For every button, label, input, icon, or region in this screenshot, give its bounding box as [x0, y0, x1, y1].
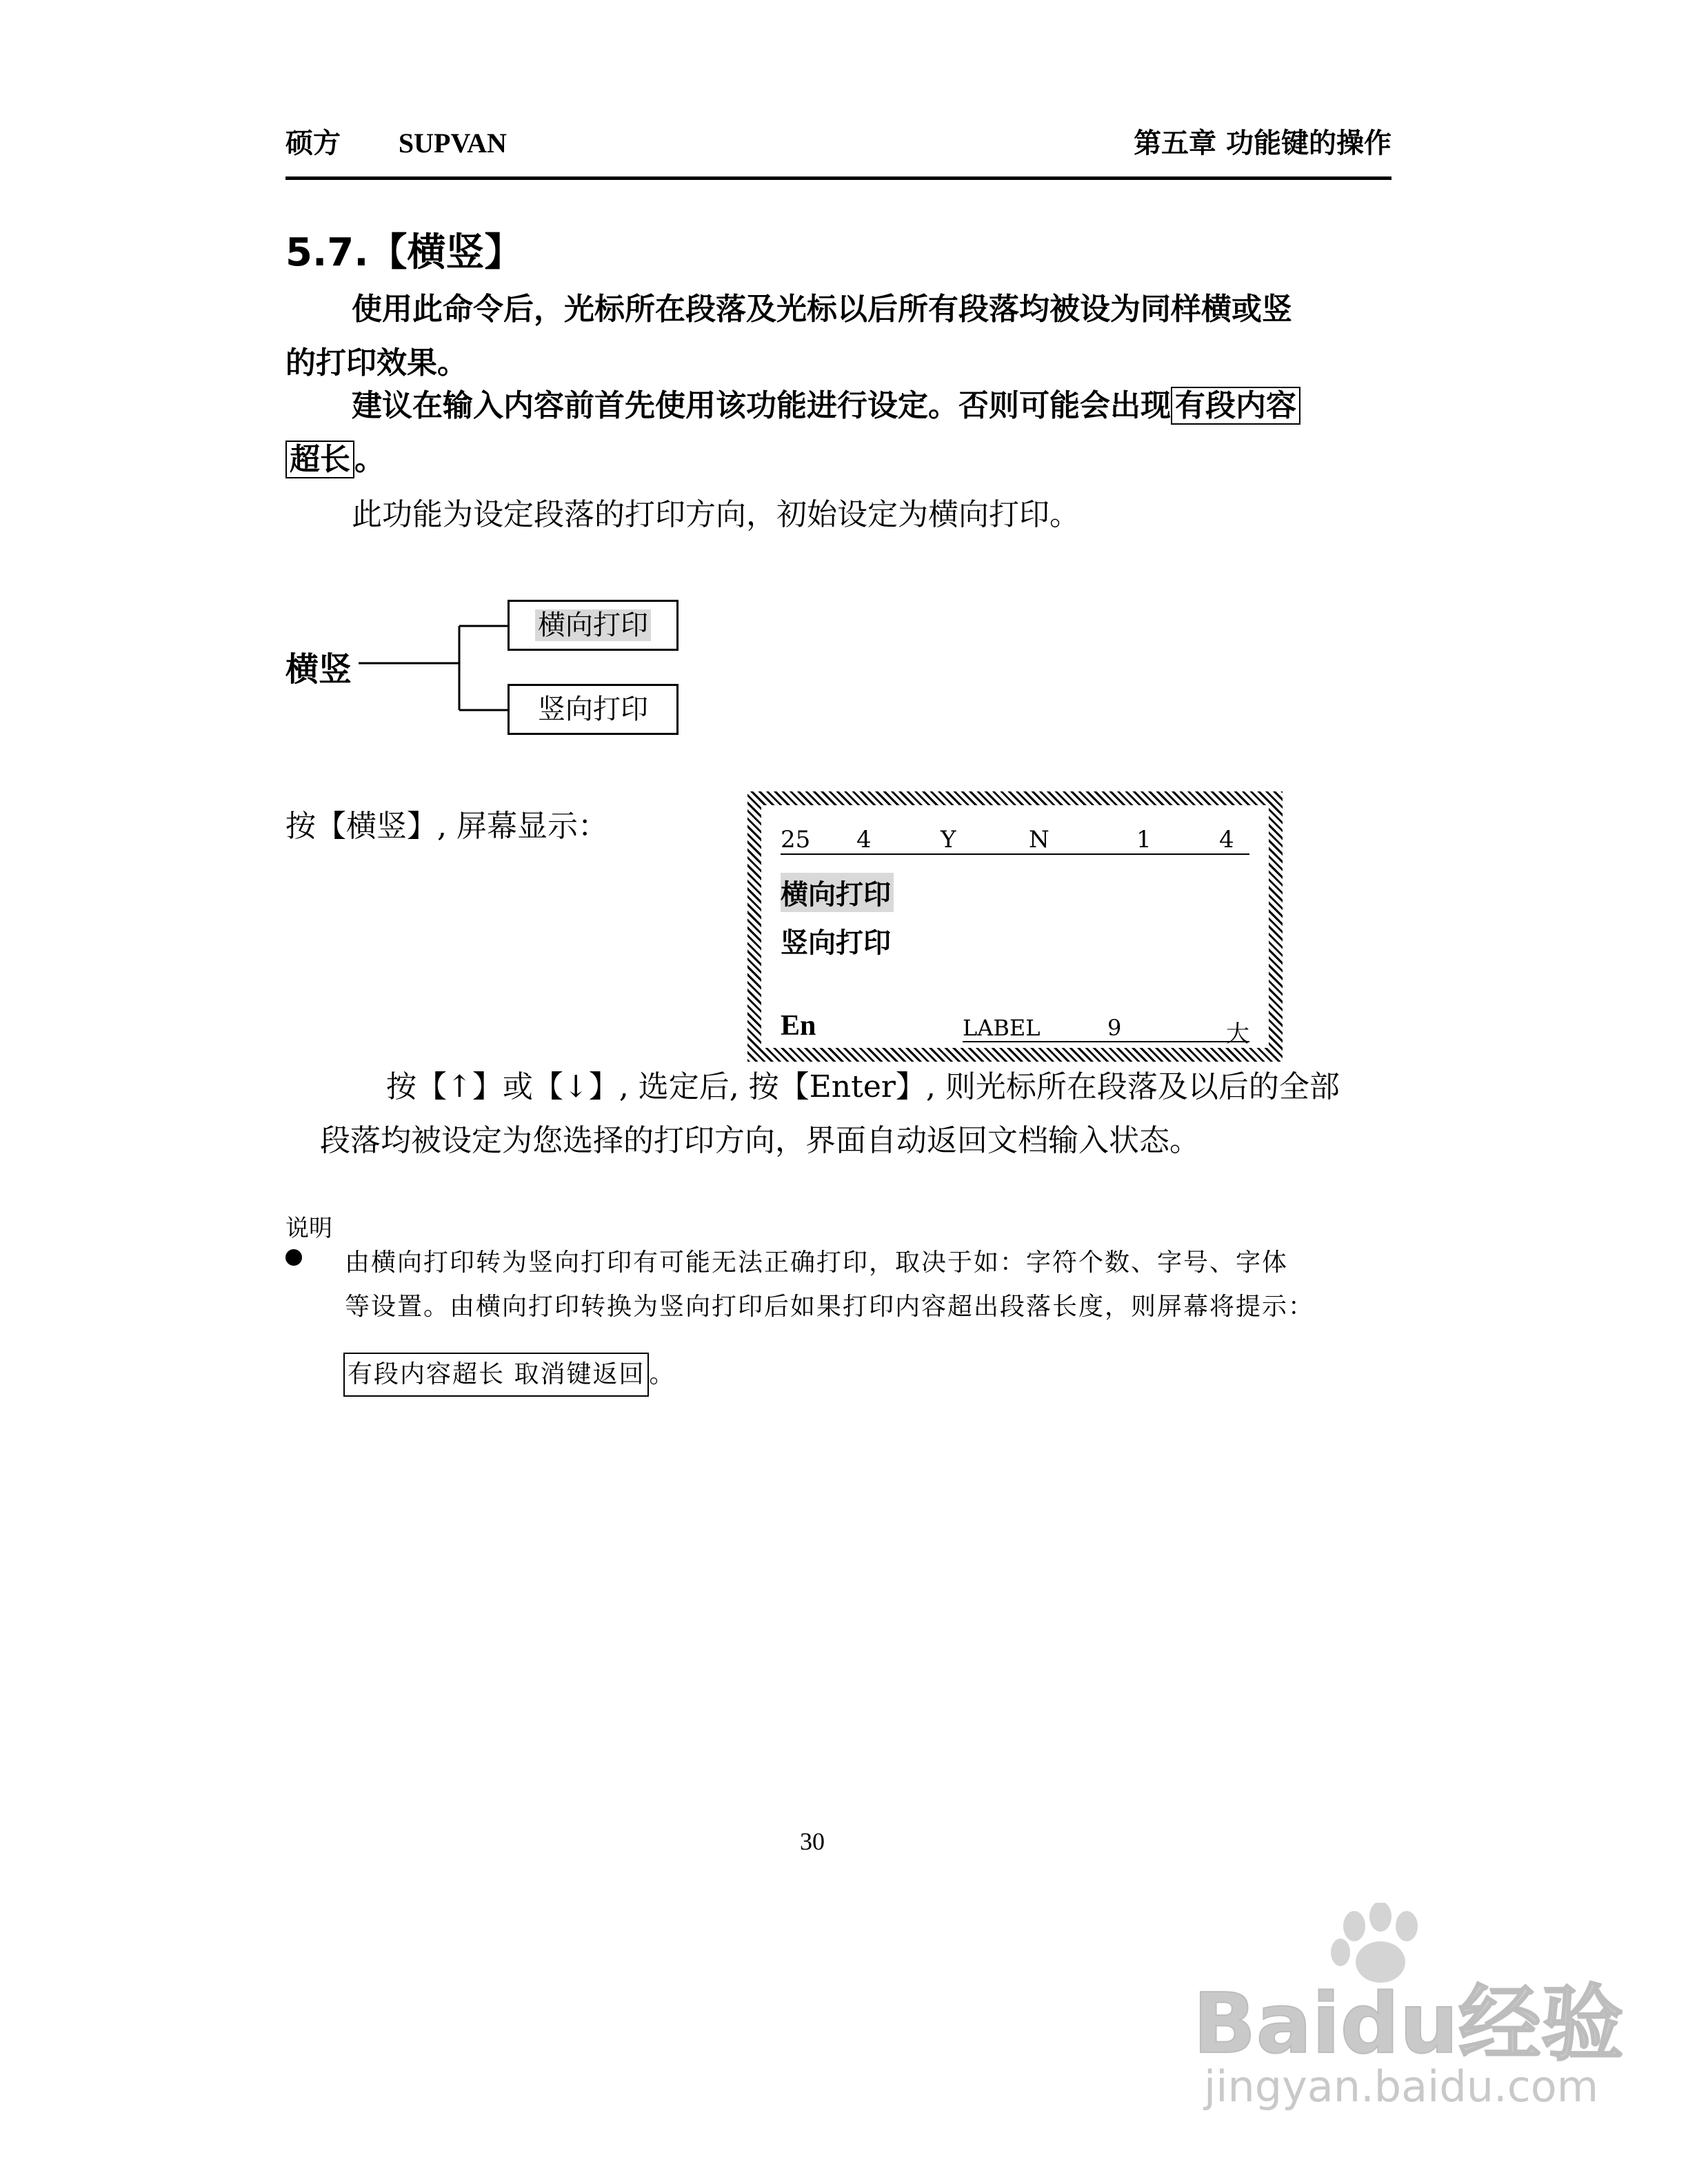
paragraph-1-line-1: 使用此命令后，光标所在段落及光标以后所有段落均被设为同样横或竖 [352, 292, 1292, 327]
instruction [320, 1060, 1396, 1168]
tree-option-vertical-label: 竖向打印 [538, 694, 648, 725]
lcd-screen-inner [761, 805, 1269, 1048]
paragraph-2-end: 。 [354, 442, 385, 477]
watermark-brand: Baidu经验 [1193, 1976, 1624, 2072]
lcd-label-row [963, 1015, 1249, 1048]
paragraph-2-text: 建议在输入内容前首先使用该功能进行设定。否则可能会出现 [352, 388, 1171, 423]
header-brand [285, 121, 507, 161]
paragraph-1 [285, 283, 1391, 390]
boxed-phrase-1: 有段内容 [1171, 387, 1300, 425]
paragraph-3: 此功能为设定段落的打印方向，初始设定为横向打印。 [352, 497, 1080, 532]
note-message-end: 。 [649, 1360, 676, 1388]
status-value: 4 [856, 826, 872, 853]
note-body [345, 1241, 1400, 1329]
instruction-line-2: 段落均被设定为您选择的打印方向，界面自动返回文档输入状态。 [320, 1123, 1200, 1158]
header-brand-cn: 硕方 [285, 128, 341, 159]
tree-option-horizontal [508, 600, 679, 651]
status-value: 4 [1219, 826, 1234, 853]
lcd-size-num: 9 [1107, 1015, 1122, 1041]
status-value: 1 [1136, 826, 1152, 853]
status-value: 25 [781, 826, 811, 853]
paragraph-2-line-1 [285, 379, 1391, 433]
header-brand-en: SUPVAN [398, 128, 507, 159]
instruction-line-1: 按【↑】或【↓】, 选定后, 按【Enter】, 则光标所在段落及以后的全部 [386, 1069, 1340, 1104]
lcd-bottom-row [781, 1009, 1249, 1048]
tree-root: 横竖 [285, 650, 352, 689]
note-message [343, 1353, 675, 1397]
page-number: 30 [800, 1828, 825, 1855]
lcd-label: LABEL [963, 1015, 1041, 1041]
tree-option-vertical [508, 684, 679, 735]
boxed-phrase-2: 超长 [285, 441, 354, 478]
note-message-box: 有段内容超长 取消键返回 [343, 1353, 649, 1397]
lcd-lang: En [781, 1010, 816, 1042]
bullet-icon [285, 1249, 302, 1266]
note-title: 说明 [285, 1215, 332, 1242]
status-value: Y [941, 826, 956, 853]
paragraph-2-line-2 [285, 433, 1391, 487]
status-value: N [1029, 826, 1049, 853]
tree-connector [359, 614, 510, 724]
note-line-2: 等设置。由横向打印转换为竖向打印后如果打印内容超出段落长度，则屏幕将提示： [345, 1293, 1315, 1321]
section-title: 5.7.【横竖】 [285, 230, 523, 275]
tree-option-horizontal-label: 横向打印 [535, 609, 651, 641]
watermark-url: jingyan.baidu.com [1204, 2061, 1599, 2112]
paragraph-1-line-2: 的打印效果。 [285, 345, 468, 381]
press-instruction: 按【横竖】, 屏幕显示： [285, 809, 608, 844]
lcd-menu-item-vertical: 竖向打印 [781, 927, 891, 959]
lcd-screen [747, 791, 1283, 1062]
header-chapter: 第五章 功能键的操作 [1134, 128, 1391, 159]
lcd-menu-item-horizontal: 横向打印 [781, 873, 894, 912]
paragraph-2 [285, 379, 1391, 487]
header-rule [285, 176, 1391, 180]
lcd-status-row [781, 826, 1249, 855]
lcd-size-char: 大 [1226, 1020, 1249, 1048]
note-line-1: 由横向打印转为竖向打印有可能无法正确打印，取决于如：字符个数、字号、字体 [345, 1248, 1289, 1277]
